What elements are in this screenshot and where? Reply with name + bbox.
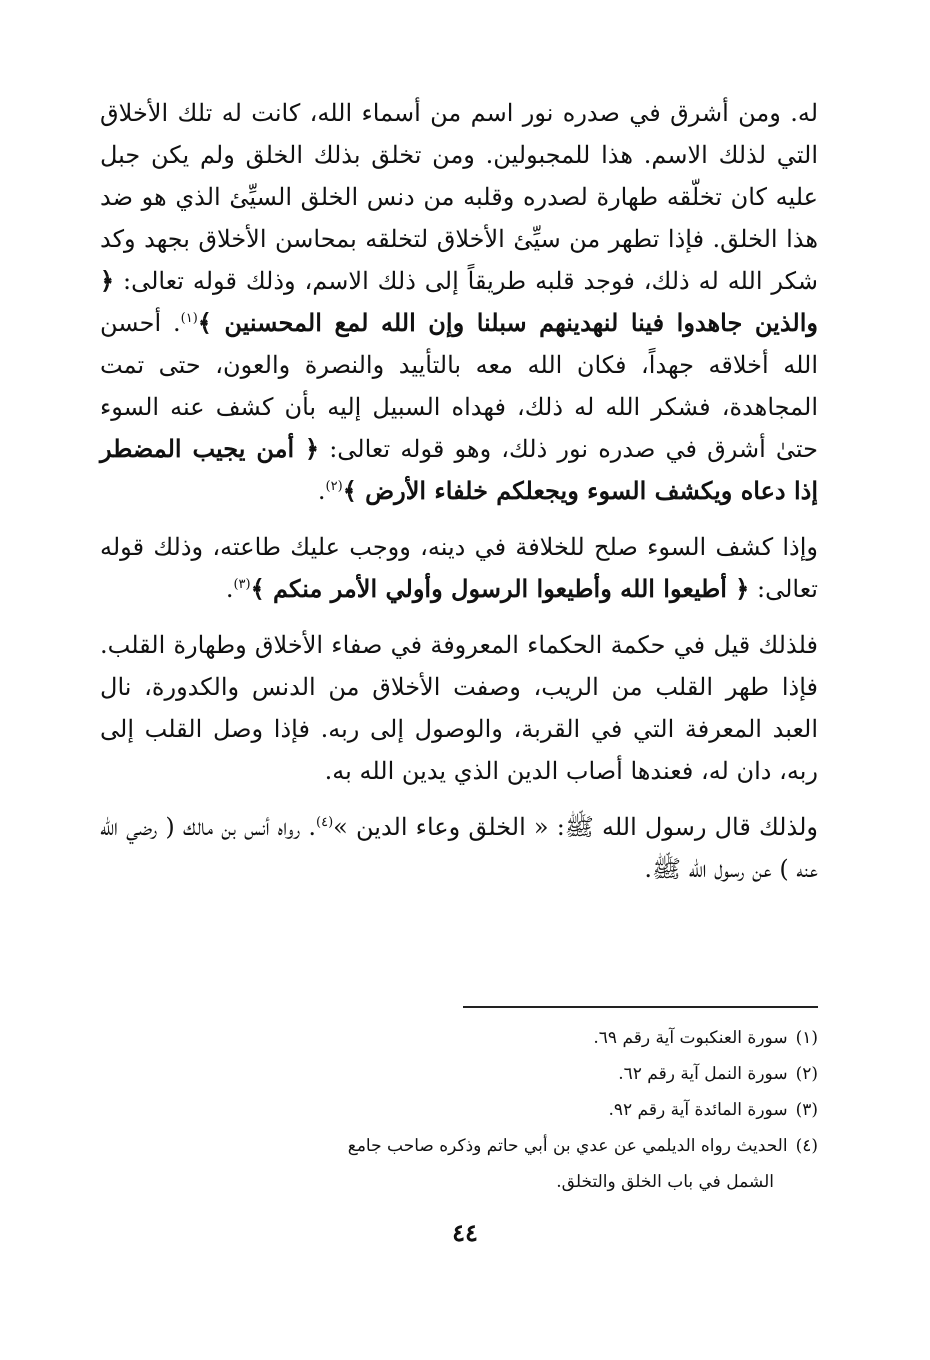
- paragraph-text: ولذلك قال رسول الله ﷺ: « الخلق وعاء الدين »: [333, 813, 818, 841]
- paragraph-text: . رواه أنس بن مالك ( رضي الله عنه ) عن رسول الله ﷺ.: [100, 813, 818, 883]
- footnote-number: (١): [795, 1028, 818, 1048]
- footnote-3: [100, 1092, 818, 1128]
- footnote-text: سورة النمل آية رقم ٦٢.: [618, 1064, 788, 1084]
- footnote-ref[interactable]: (٤): [316, 815, 334, 830]
- footnote-number: (٣): [795, 1100, 818, 1120]
- footnote-number: (٢): [795, 1064, 818, 1084]
- quran-verse: ﴿ والذين جاهدوا فينا لنهدينهم سبلنا وإن الله لمع المحسنين ﴾: [100, 266, 818, 337]
- footnote-text: سورة العنكبوت آية رقم ٦٩.: [593, 1028, 788, 1048]
- footnote-text: الحديث رواه الديلمي عن عدي بن أبي حاتم وذكره صاحب جامع: [347, 1136, 788, 1156]
- paragraph-text: .: [317, 477, 326, 505]
- footnote-4: [100, 1128, 818, 1164]
- quran-verse: ﴿ أطيعوا الله وأطيعوا الرسول وأولي الأمر منكم ﴾: [250, 574, 750, 603]
- paragraph-1: [100, 92, 818, 512]
- footnote-4-continuation: الشمل في باب الخلق والتخلق.: [556, 1172, 774, 1192]
- footnote-ref[interactable]: (٢): [325, 479, 343, 494]
- paragraph-text: له. ومن أشرق في صدره نور اسم من أسماء الله، كانت له تلك الأخلاق التي لذلك الاسم. هذا للمجبولين. ومن تخلق بذلك الخلق ولم يكن جبل عليه كان تخلّقه طهارة لصدره وقلبه من دنس الخلق السيِّئ الذي هو ضد هذا الخلق. فإذا تطهر من سيِّئ الأخلاق لتخلقه بمحاسن الأخلاق بجهد وكد شكر الله له ذلك، فوجد قلبه طريقاً إلى ذلك الاسم، وذلك قوله تعالى:: [100, 99, 819, 295]
- footnote-ref[interactable]: (١): [180, 311, 198, 326]
- footnote-divider: [463, 1006, 818, 1008]
- page-number: ٤٤: [452, 1218, 478, 1247]
- paragraph-text: وإذا كشف السوء صلح للخلافة في دينه، ووجب عليك طاعته، وذلك قوله تعالى:: [100, 533, 818, 603]
- paragraph-3: [100, 624, 818, 792]
- footnote-number: (٤): [795, 1136, 818, 1156]
- footnote-text: سورة المائدة آية رقم ٩٢.: [608, 1100, 788, 1120]
- quran-verse: ﴿ أمن يجيب المضطر إذا دعاه ويكشف السوء ويجعلكم خلفاء الأرض ﴾: [100, 434, 818, 505]
- paragraph-2: [100, 526, 818, 610]
- footnotes: [100, 1006, 818, 1200]
- paragraph-4: [100, 806, 818, 890]
- footnote-1: [100, 1020, 818, 1056]
- paragraph-text: فلذلك قيل في حكمة الحكماء المعروفة في صفاء الأخلاق وطهارة القلب. فإذا طهر القلب من الريب، وصفت الأخلاق من الدنس والكدورة، نال العبد المعرفة التي في القربة، والوصول إلى ربه. فإذا وصل القلب إلى ربه، دان له، فعندها أصاب الدين الذي يدين الله به.: [100, 631, 818, 785]
- paragraph-text: .: [225, 575, 234, 603]
- footnote-ref[interactable]: (٣): [233, 577, 251, 592]
- page-body: [100, 92, 818, 890]
- paragraph-text: . أحسن الله أخلاقه جهداً، فكان الله معه بالتأييد والنصرة والعون، حتى تمت المجاهدة، فشكر الله له ذلك، فهداه السبيل إليه بأن كشف عنه السوء حتىٰ أشرق في صدره نور ذلك، وهو قوله تعالى:: [100, 309, 818, 463]
- footnote-2: [100, 1056, 818, 1092]
